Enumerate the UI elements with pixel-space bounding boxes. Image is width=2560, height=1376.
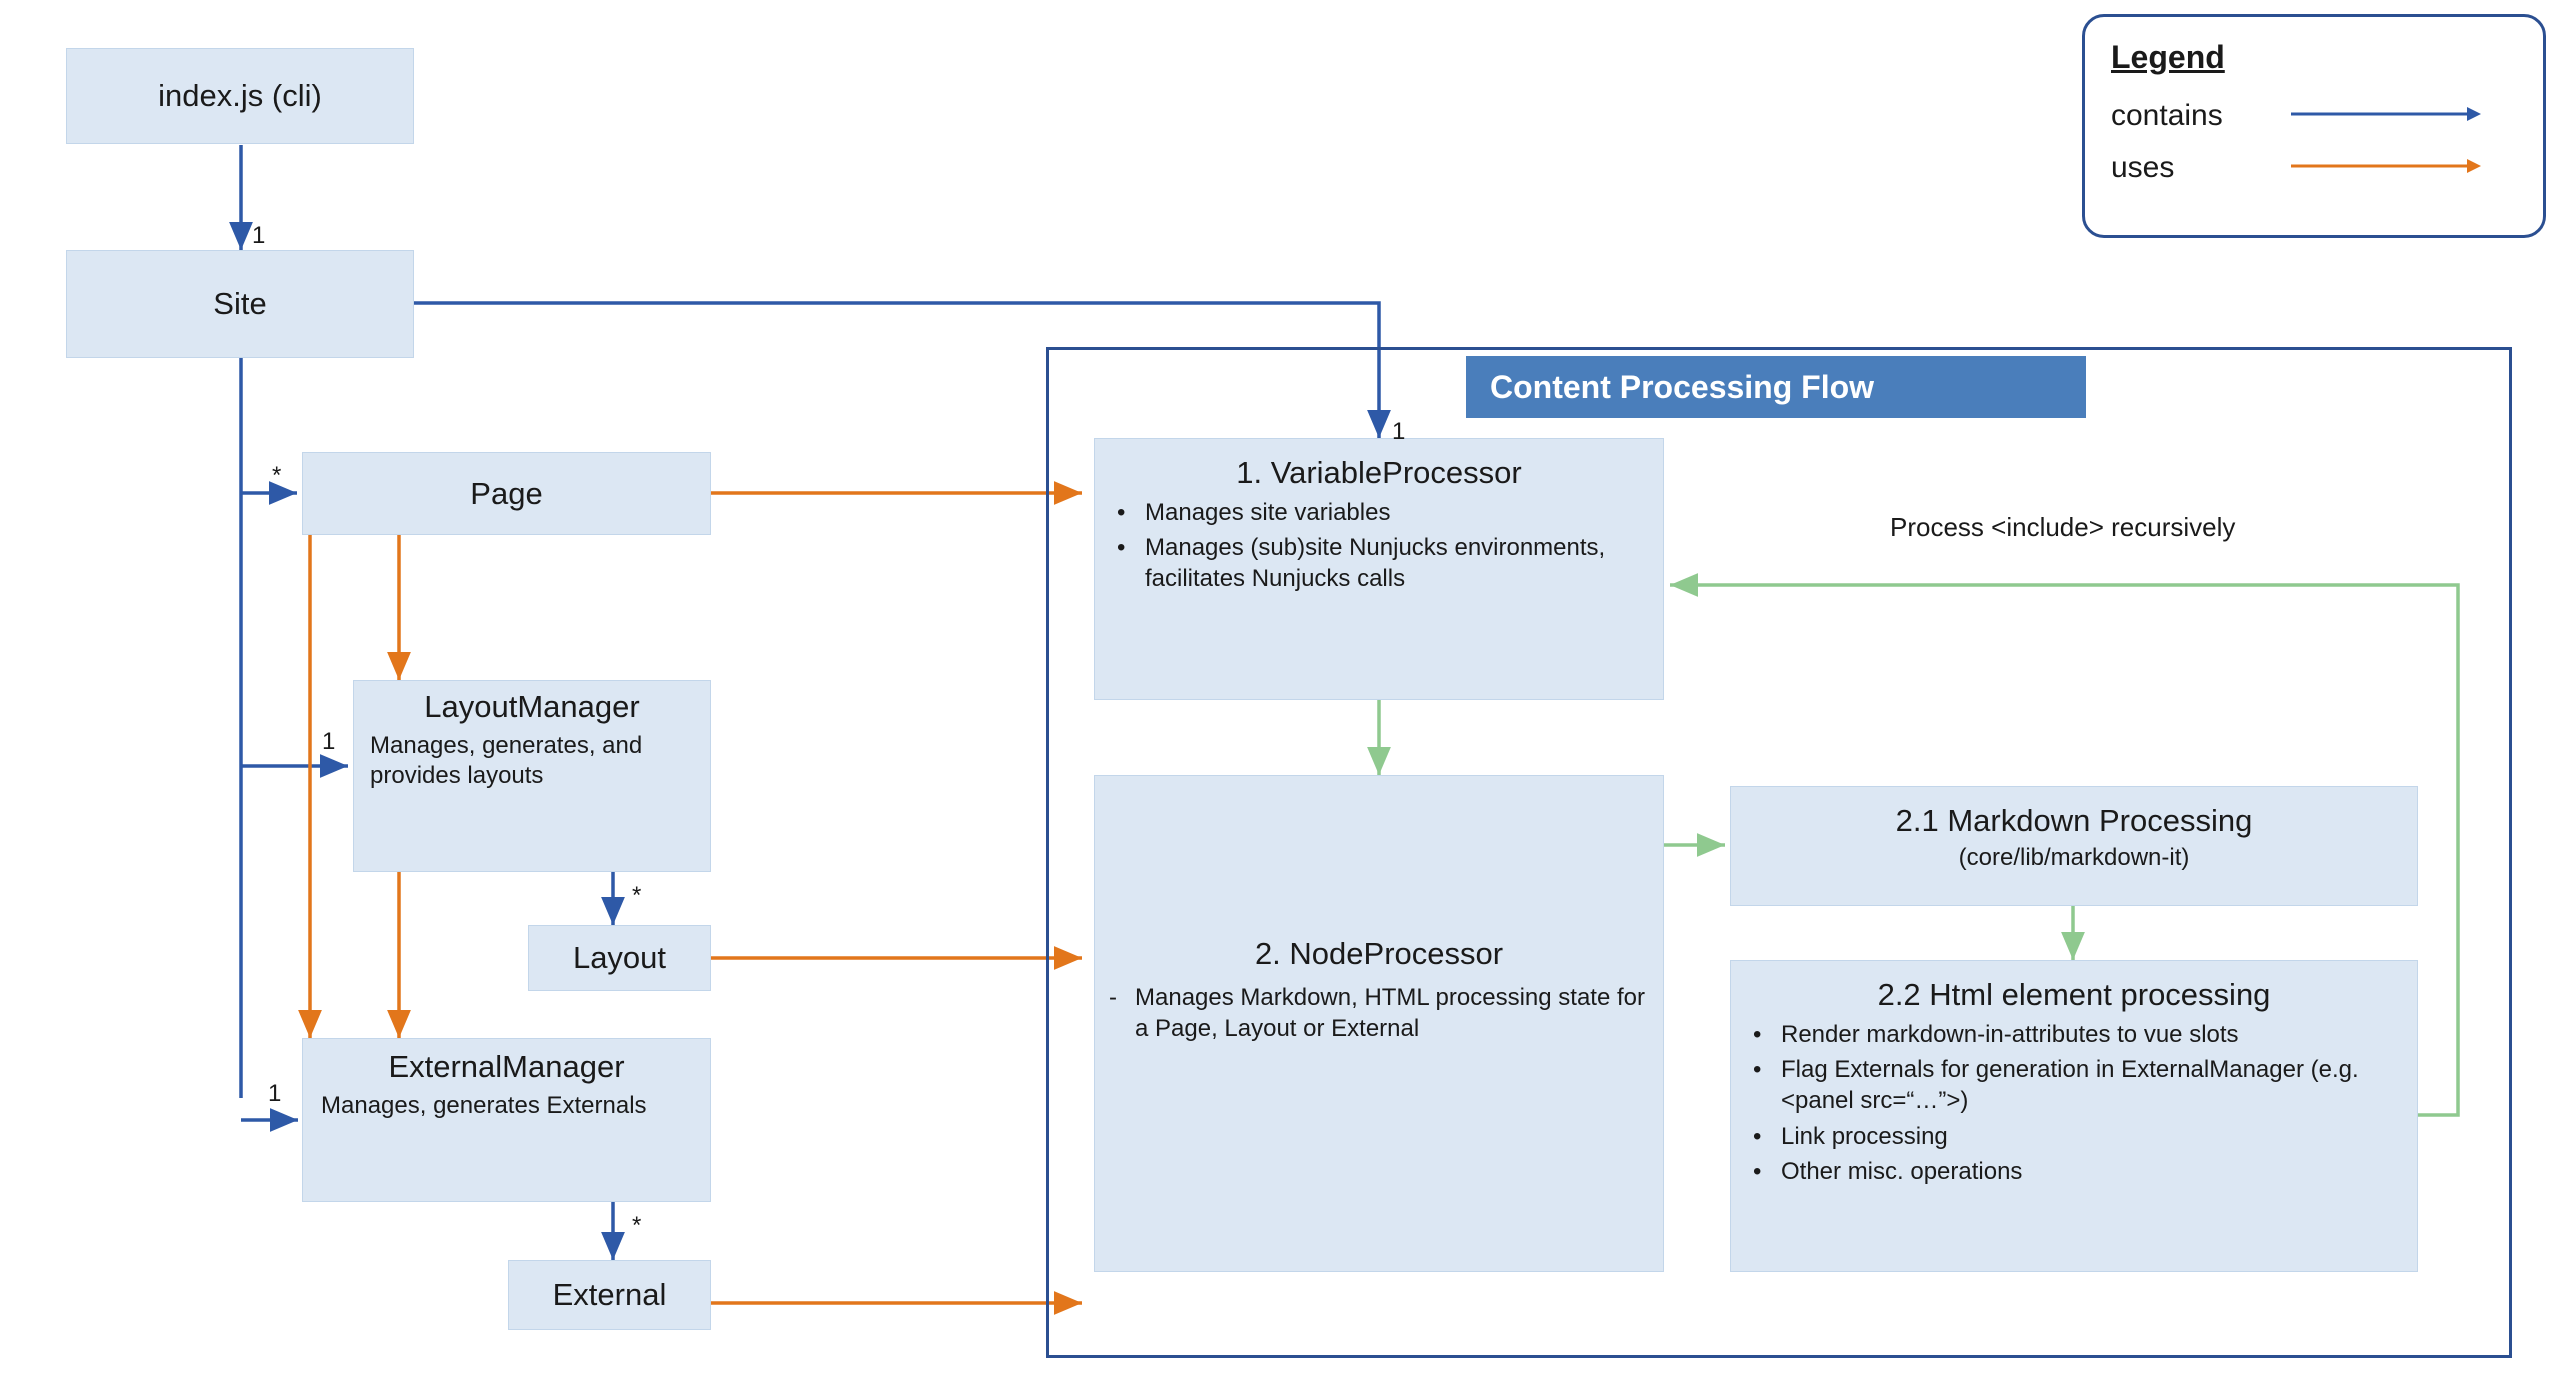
legend-title: Legend xyxy=(2111,39,2225,75)
node-html-element-processing[interactable] xyxy=(1730,960,2418,1272)
arrow-right-icon xyxy=(2291,104,2481,129)
legend xyxy=(2082,14,2546,238)
node-external[interactable] xyxy=(508,1260,711,1330)
node-site[interactable] xyxy=(66,250,414,358)
arrow-right-icon xyxy=(2291,156,2481,181)
node-variable-processor[interactable] xyxy=(1094,438,1664,700)
content-processing-flow-banner xyxy=(1466,356,2086,418)
node-layout-title: Layout xyxy=(572,940,667,976)
node-external-title: External xyxy=(552,1277,667,1313)
node-node-processor-dashes xyxy=(1095,982,1663,1044)
legend-row-uses xyxy=(2111,142,2543,194)
list-item: • Render markdown-in-attributes to vue slots xyxy=(1781,1019,2407,1050)
edge-label-site-to-variable-processor: 1 xyxy=(1392,418,1406,445)
node-node-processor[interactable] xyxy=(1094,775,1664,1272)
node-site-title: Site xyxy=(213,286,267,322)
node-layout[interactable] xyxy=(528,925,711,991)
node-node-processor-title: 2. NodeProcessor xyxy=(1254,936,1504,971)
legend-label-contains: contains xyxy=(2111,99,2223,132)
node-index-js[interactable] xyxy=(66,48,414,144)
node-page[interactable] xyxy=(302,452,711,535)
node-index-js-title: index.js (cli) xyxy=(158,78,322,114)
node-external-manager-title: ExternalManager xyxy=(388,1049,625,1084)
content-processing-flow-title: Content Processing Flow xyxy=(1490,368,1875,405)
edge-label-layout-manager-to-layout: * xyxy=(632,882,642,909)
node-layout-manager-title: LayoutManager xyxy=(424,689,640,724)
node-markdown-processing-sub: (core/lib/markdown-it) xyxy=(1958,844,2190,871)
node-external-manager-sub: Manages, generates Externals xyxy=(321,1091,647,1119)
node-html-element-processing-title: 2.2 Html element processing xyxy=(1877,977,2271,1012)
list-item: • Other misc. operations xyxy=(1781,1156,2407,1187)
node-external-manager[interactable] xyxy=(302,1038,711,1202)
list-item: • Manages site variables xyxy=(1145,497,1653,528)
edge-label-index-to-site: 1 xyxy=(252,222,266,249)
node-html-element-processing-bullets xyxy=(1741,1019,2407,1187)
edge-label-site-to-layout-manager: 1 xyxy=(322,728,336,755)
node-layout-manager[interactable] xyxy=(353,680,711,872)
legend-label-uses: uses xyxy=(2111,151,2175,184)
legend-row-contains xyxy=(2111,90,2543,142)
edge-label-site-to-page: * xyxy=(272,462,282,489)
node-variable-processor-bullets xyxy=(1105,497,1653,595)
node-variable-processor-title: 1. VariableProcessor xyxy=(1236,455,1522,490)
list-item: • Flag Externals for generation in ExternalManager (e.g. <panel src=“…”>) xyxy=(1781,1054,2407,1116)
edge-label-recursive-include: Process <include> recursively xyxy=(1890,512,2236,542)
node-page-title: Page xyxy=(470,475,543,511)
list-item: • Manages (sub)site Nunjucks environments, facilitates Nunjucks calls xyxy=(1145,532,1653,594)
list-item: • Link processing xyxy=(1781,1121,2407,1152)
node-markdown-processing-title: 2.1 Markdown Processing xyxy=(1895,803,2253,838)
edge-label-site-to-external-manager: 1 xyxy=(268,1080,282,1107)
edge-label-external-manager-to-external: * xyxy=(632,1212,642,1239)
node-markdown-processing[interactable] xyxy=(1730,786,2418,906)
node-layout-manager-sub: Manages, generates, and provides layouts xyxy=(370,731,643,790)
list-item: - Manages Markdown, HTML processing state for a Page, Layout or External xyxy=(1135,982,1663,1044)
